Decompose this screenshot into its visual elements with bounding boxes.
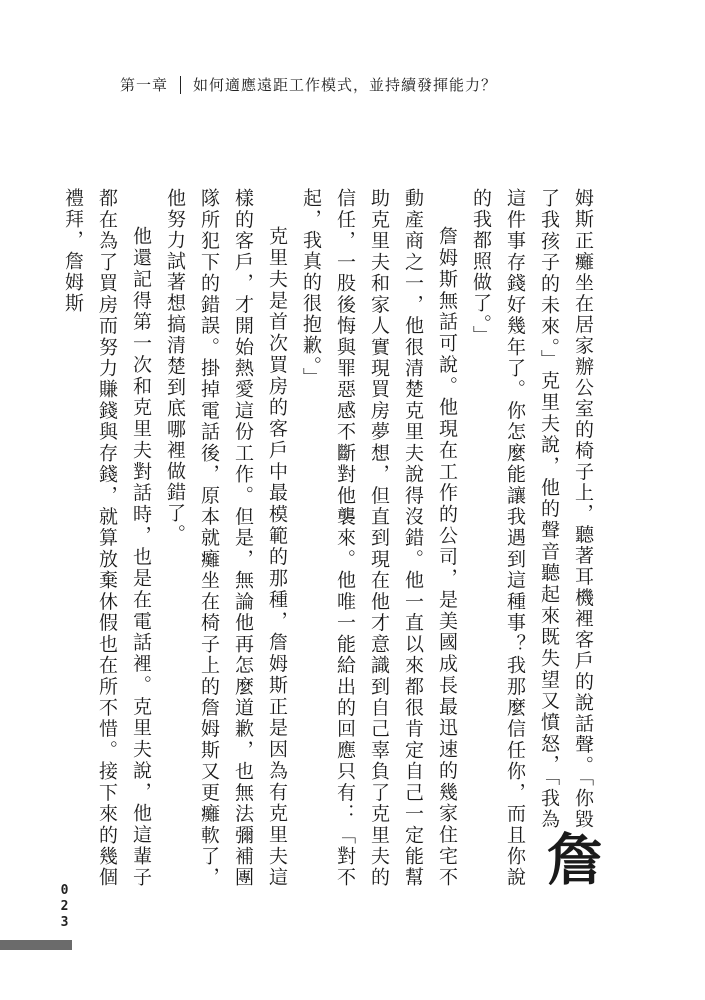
running-header <box>120 74 497 95</box>
paragraph-2: 詹姆斯無話可說。他現在工作的公司，是美國成長最迅速的幾家住宅不動產商之一，他很清楚克里夫說得沒錯。他一直以來都很肯定自己一定能幫助克里夫和家人實現買房夢想，但直到現在他才意識到自己辜負了克里夫的信任，一股後悔與罪惡感不斷對他襲來。他唯一能給出的回應只有：「對不起，我真的很抱歉。」 <box>300 188 458 888</box>
chapter-label: 第一章 <box>120 76 169 94</box>
body-text <box>62 188 603 888</box>
header-divider <box>180 76 181 94</box>
chapter-title: 如何適應遠距工作模式，並持續發揮能力？ <box>193 76 498 94</box>
paragraph-1 <box>464 188 603 888</box>
drop-cap: 詹 <box>538 830 603 886</box>
paragraph-3: 克里夫是首次買房的客戶中最模範的那種，詹姆斯正是因為有克里夫這樣的客戶，才開始熱愛這份工作。但是，無論他再怎麼道歉，也無法彌補團隊所犯下的錯誤。掛掉電話後，原本就癱坐在椅子上的詹姆斯又更癱軟了，他努力試著想搞清楚到底哪裡做錯了。 <box>164 188 288 888</box>
paragraph-1-text: 姆斯正癱坐在居家辦公室的椅子上，聽著耳機裡客戶的說話聲。「你毀了我孩子的未來。」克里夫說，他的聲音聽起來既失望又憤怒，「我為這件事存錢好幾年了。你怎麼能讓我遇到這種事？我那麼信任你，而且你說的我都照做了。」 <box>470 188 594 888</box>
page-number: 023 <box>57 883 72 931</box>
paragraph-4: 他還記得第一次和克里夫對話時，也是在電話裡。克里夫說，他這輩子都在為了買房而努力賺錢與存錢，就算放棄休假也在所不惜。接下來的幾個禮拜，詹姆斯 <box>62 188 152 888</box>
page-edge-bar <box>0 940 72 950</box>
